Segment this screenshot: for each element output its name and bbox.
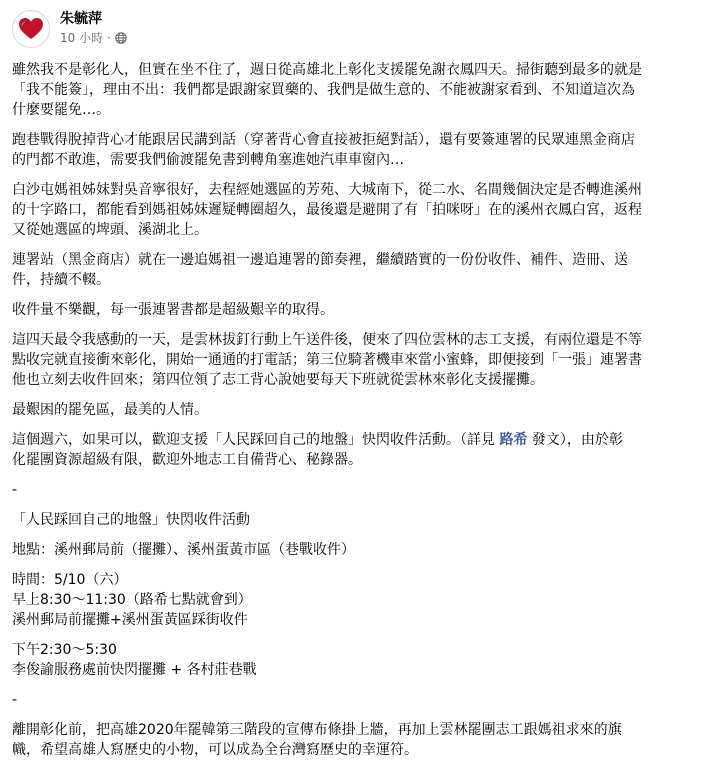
text-line: 下午2:30～5:30 [12,642,117,658]
text-segment: 這個週六，如果可以，歡迎支援「人民踩回自己的地盤」快閃收件活動。（詳見 [12,432,500,448]
text-line: 連署站（黑金商店）就在一邊追媽祖一邊追連署的節奏裡，繼續踏實的一份份收件、補件、造冊、送 [12,252,628,268]
post-body [12,60,692,770]
post-paragraph [12,690,692,710]
text-line: 「我不能簽」，理由不出：我們都是跟謝家買藥的、我們是做生意的、不能被謝家看到、不知道這次為 [12,82,635,98]
text-line: 的十字路口，都能看到媽祖姊妹遲疑轉圈超久，最後還是避開了有「拍咪呀」在的溪州衣鳳白宮，返程 [12,202,642,218]
text-line: 幟，希望高雄人寫歷史的小物，可以成為全台灣寫歷史的幸運符。 [12,742,418,758]
heart-icon [18,17,44,41]
text-line: 化罷團資源超級有限，歡迎外地志工自備背心、秘錄器。 [12,452,362,468]
post-meta [60,10,127,46]
post-subline [60,30,127,46]
post-paragraph [12,570,692,630]
text-line: 李俊諭服務處前快閃擺攤 + 各村莊巷戰 [12,662,257,678]
post-header [12,6,127,52]
text-line: 的門都不敢進，需要我們偷渡罷免書到轉角塞進她汽車車窗內… [12,152,404,168]
post-paragraph [12,430,692,470]
text-line: 離開彰化前，把高雄2020年罷韓第三階段的宣傳布條掛上牆，再加上雲林罷團志工跟媽祖求來的旗 [12,722,622,738]
text-segment: 發文），由於彰 [527,432,623,448]
post-paragraph [12,130,692,170]
post-paragraph [12,300,692,320]
post-paragraph [12,720,692,760]
text-line: 件，持續不輟。 [12,272,110,288]
avatar[interactable] [12,10,50,48]
post-paragraph [12,180,692,240]
text-line: 溪州郵局前擺攤+溪州蛋黃區踩街收件 [12,612,248,628]
separator-dot: · [107,30,111,45]
text-line: 地點：溪州郵局前（擺攤）、溪州蛋黃市區（巷戰收件） [12,542,355,558]
post-paragraph [12,400,692,420]
post-paragraph [12,250,692,290]
post-paragraph [12,510,692,530]
text-line: 雖然我不是彰化人，但實在坐不住了，週日從高雄北上彰化支援罷免謝衣鳳四天。掃街聽到最多的就是 [12,62,642,78]
post-paragraph [12,640,692,680]
text-line-with-link [12,430,692,450]
text-line: 點收完就直接衝來彰化，開始一通通的打電話；第三位騎著機車來當小蜜蜂，即便接到「一張」連署書 [12,352,642,368]
text-line: 跑巷戰得脫掉背心才能跟居民講到話（穿著背心會直接被拒絕對話），還有要簽連署的民眾連黑金商店 [12,132,635,148]
globe-icon[interactable] [115,32,127,44]
text-line: 又從她選區的埤頭、溪湖北上。 [12,222,208,238]
post-paragraph [12,330,692,390]
post-paragraph [12,480,692,500]
text-line: 什麼要罷免…。 [12,102,110,118]
text-line: 早上8:30～11:30（路希七點就會到） [12,592,252,608]
post-time[interactable]: 10 小時 [60,30,104,45]
separator-line: - [12,482,18,498]
post-paragraph [12,540,692,560]
mention-link[interactable]: 路希 [499,432,528,448]
post-paragraph [12,60,692,120]
text-line: 最艱困的罷免區，最美的人情。 [12,402,208,418]
text-line: 「人民踩回自己的地盤」快閃收件活動 [12,512,250,528]
text-line: 收件量不樂觀，每一張連署書都是超級艱辛的取得。 [12,302,334,318]
separator-line: - [12,692,18,708]
text-line: 他也立刻去收件回來；第四位領了志工背心說她要每天下班就從雲林來彰化支援擺攤。 [12,372,544,388]
text-line: 白沙屯媽祖姊妹對吳音寧很好，去程經她選區的芳苑、大城南下，從二水、名間幾個決定是否轉進溪州 [12,182,642,198]
text-line: 時間：5/10（六） [12,572,128,588]
author-name[interactable]: 朱毓萍 [60,10,102,27]
text-line: 這四天最令我感動的一天，是雲林拔釘行動上午送件後，便來了四位雲林的志工支援，有兩位還是不等 [12,332,642,348]
